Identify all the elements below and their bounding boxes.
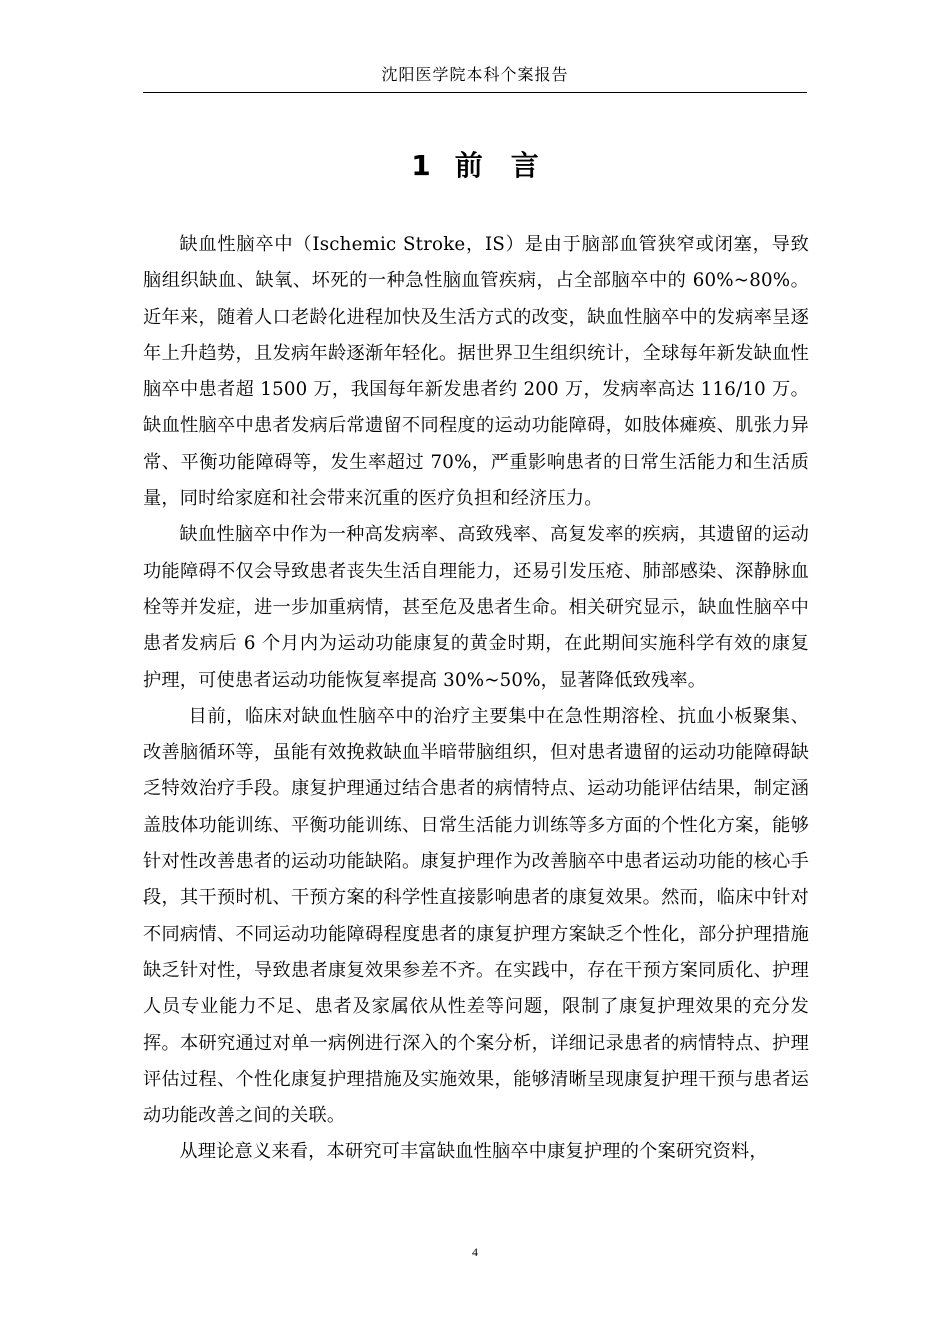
chapter-title <box>143 146 807 186</box>
body-text <box>143 227 809 1171</box>
page-header <box>143 62 807 93</box>
paragraph-4: 从理论意义来看，本研究可丰富缺血性脑卒中康复护理的个案研究资料， <box>179 1141 768 1163</box>
paragraph-2: 缺血性脑卒中作为一种高发病率、高致残率、高复发率的疾病，其遗留的运动功能障碍不仅会导致患者丧失生活自理能力，还易引发压疮、肺部感染、深静脉血栓等并发症，进一步加重病情，甚至危及患者生命。相关研究显示，缺血性脑卒中患者发病后 6 个月内为运动功能康复的黄金时期，在此期间实施科学有效的康复护理，可使患者运动功能恢复率提高 30%~50%，显著降低致残率。 <box>143 524 809 691</box>
chapter-title-word-1: 前 <box>454 149 483 182</box>
paragraph-1: 缺血性脑卒中（Ischemic Stroke，IS）是由于脑部血管狭窄或闭塞，导致脑组织缺血、缺氧、坏死的一种急性脑血管疾病，占全部脑卒中的 60%~80%。近年来，随着人口老龄化进程加快及生活方式的改变，缺血性脑卒中的发病率呈逐年上升趋势，且发病年龄逐渐年轻化。据世界卫生组织统计，全球每年新发缺血性脑卒中患者超 1500 万，我国每年新发患者约 200 万，发病率高达 116/10 万。缺血性脑卒中患者发病后常遗留不同程度的运动功能障碍，如肢体瘫痪、肌张力异常、平衡功能障碍等，发生率超过 70%，严重影响患者的日常生活能力和生活质量，同时给家庭和社会带来沉重的医疗负担和经济压力。 <box>143 234 809 510</box>
paragraph-3: 目前，临床对缺血性脑卒中的治疗主要集中在急性期溶栓、抗血小板聚集、改善脑循环等，虽能有效挽救缺血半暗带脑组织，但对患者遗留的运动功能障碍缺乏特效治疗手段。康复护理通过结合患者的病情特点、运动功能评估结果，制定涵盖肢体功能训练、平衡功能训练、日常生活能力训练等多方面的个性化方案，能够针对性改善患者的运动功能缺陷。康复护理作为改善脑卒中患者运动功能的核心手段，其干预时机、干预方案的科学性直接影响患者的康复效果。然而，临床中针对不同病情、不同运动功能障碍程度患者的康复护理方案缺乏个性化，部分护理措施缺乏针对性，导致患者康复效果参差不齐。在实践中，存在干预方案同质化、护理人员专业能力不足、患者及家属依从性差等问题，限制了康复护理效果的充分发挥。本研究通过对单一病例进行深入的个案分析，详细记录患者的病情特点、护理评估过程、个性化康复护理措施及实施效果，能够清晰呈现康复护理干预与患者运动功能改善之间的关联。 <box>143 705 809 1127</box>
header-title: 沈阳医学院本科个案报告 <box>381 65 569 84</box>
chapter-number: 1 <box>411 149 431 182</box>
page-number: 4 <box>472 1245 478 1259</box>
chapter-title-word-2: 言 <box>510 149 539 182</box>
